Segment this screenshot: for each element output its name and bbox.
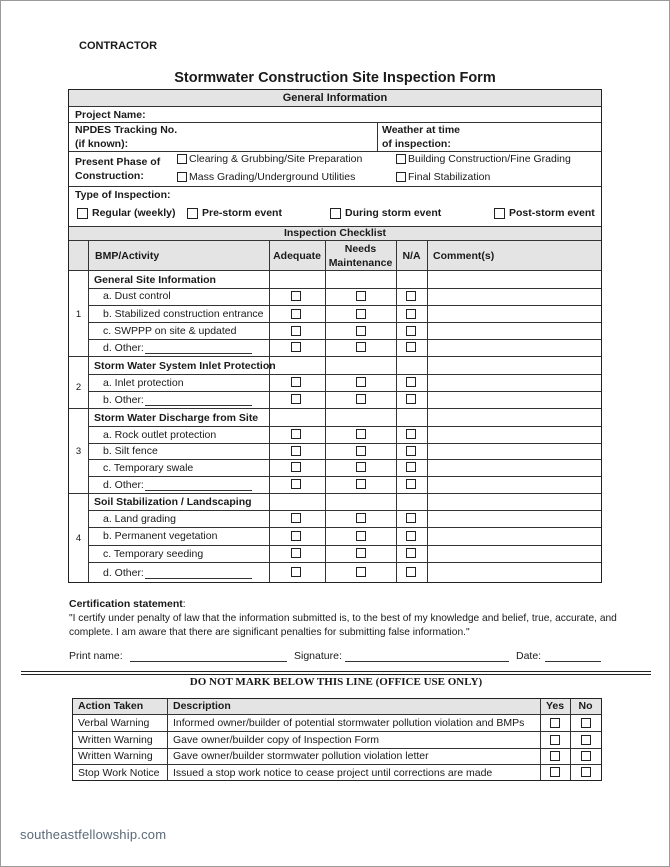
office-no-checkbox[interactable] bbox=[581, 735, 591, 745]
phase-label-line1: Present Phase of bbox=[75, 156, 161, 168]
npdes-row-divider bbox=[69, 151, 601, 152]
item-needs-maintenance-checkbox[interactable] bbox=[356, 446, 366, 456]
type-post-storm-checkbox[interactable] bbox=[494, 208, 505, 219]
office-yes-checkbox[interactable] bbox=[550, 718, 560, 728]
col-adequate: Adequate bbox=[273, 250, 321, 262]
item-adequate-checkbox[interactable] bbox=[291, 548, 301, 558]
item-needs-maintenance-checkbox[interactable] bbox=[356, 377, 366, 387]
office-yes-checkbox[interactable] bbox=[550, 767, 560, 777]
group-title: General Site Information bbox=[94, 274, 216, 286]
item-adequate-checkbox[interactable] bbox=[291, 462, 301, 472]
weather-label-line2: of inspection: bbox=[382, 138, 451, 150]
checklist-item-other: d. Other: bbox=[103, 567, 144, 579]
phase-final-stabilization-checkbox[interactable] bbox=[396, 172, 406, 182]
checklist-title: Inspection Checklist bbox=[283, 227, 387, 239]
item-adequate-checkbox[interactable] bbox=[291, 394, 301, 404]
type-regular-checkbox[interactable] bbox=[77, 208, 88, 219]
item-adequate-checkbox[interactable] bbox=[291, 291, 301, 301]
type-regular-label: Regular (weekly) bbox=[92, 207, 176, 219]
item-na-checkbox[interactable] bbox=[406, 446, 416, 456]
office-row-description: Issued a stop work notice to cease project until corrections are made bbox=[173, 767, 493, 779]
office-col-description: Description bbox=[173, 700, 231, 712]
type-during-storm-checkbox[interactable] bbox=[330, 208, 341, 219]
other-blank-line[interactable] bbox=[145, 353, 252, 354]
item-needs-maintenance-checkbox[interactable] bbox=[356, 429, 366, 439]
checklist-item-land-grading: a. Land grading bbox=[103, 513, 176, 525]
certification-heading-colon: : bbox=[182, 598, 186, 610]
type-pre-storm-label: Pre-storm event bbox=[202, 207, 282, 219]
office-no-checkbox[interactable] bbox=[581, 751, 591, 761]
other-blank-line[interactable] bbox=[145, 405, 252, 406]
item-na-checkbox[interactable] bbox=[406, 342, 416, 352]
group-number: 2 bbox=[75, 382, 82, 393]
office-row-action: Written Warning bbox=[78, 734, 153, 746]
form-title: Stormwater Construction Site Inspection Form bbox=[174, 70, 496, 86]
item-na-checkbox[interactable] bbox=[406, 548, 416, 558]
date-line[interactable] bbox=[545, 661, 601, 662]
office-row-description: Gave owner/builder stormwater pollution violation letter bbox=[173, 750, 429, 762]
item-needs-maintenance-checkbox[interactable] bbox=[356, 479, 366, 489]
row-line bbox=[88, 562, 601, 563]
other-blank-line[interactable] bbox=[145, 578, 252, 579]
row-line bbox=[88, 391, 601, 392]
grid-v-num bbox=[88, 240, 89, 582]
item-adequate-checkbox[interactable] bbox=[291, 377, 301, 387]
item-na-checkbox[interactable] bbox=[406, 462, 416, 472]
row-line bbox=[88, 459, 601, 460]
phase-label-line2: Construction: bbox=[75, 170, 144, 182]
phase-building-label: Building Construction/Fine Grading bbox=[408, 153, 571, 165]
group-divider bbox=[69, 493, 601, 494]
item-needs-maintenance-checkbox[interactable] bbox=[356, 513, 366, 523]
office-row-description: Informed owner/builder of potential stormwater pollution violation and BMPs bbox=[173, 717, 525, 729]
grid-v-comments bbox=[427, 240, 428, 582]
signature-line[interactable] bbox=[345, 661, 509, 662]
inspection-type-label: Type of Inspection: bbox=[75, 189, 171, 201]
checklist-item-dust-control: a. Dust control bbox=[103, 290, 171, 302]
row-line bbox=[88, 426, 601, 427]
row-line bbox=[88, 339, 601, 340]
office-row-line bbox=[73, 764, 601, 765]
group-title: Storm Water System Inlet Protection bbox=[94, 360, 276, 372]
phase-mass-grading-label: Mass Grading/Underground Utilities bbox=[189, 171, 356, 183]
general-info-title: General Information bbox=[282, 92, 388, 104]
type-pre-storm-checkbox[interactable] bbox=[187, 208, 198, 219]
item-na-checkbox[interactable] bbox=[406, 394, 416, 404]
office-use-banner: DO NOT MARK BELOW THIS LINE (OFFICE USE ONLY) bbox=[189, 676, 483, 688]
office-row-action: Written Warning bbox=[78, 750, 153, 762]
office-yes-checkbox[interactable] bbox=[550, 751, 560, 761]
item-needs-maintenance-checkbox[interactable] bbox=[356, 309, 366, 319]
certification-heading-text: Certification statement bbox=[69, 598, 183, 610]
watermark bbox=[20, 827, 166, 842]
item-adequate-checkbox[interactable] bbox=[291, 342, 301, 352]
print-name-label: Print name: bbox=[69, 650, 123, 662]
office-col-no: No bbox=[578, 700, 593, 712]
item-needs-maintenance-checkbox[interactable] bbox=[356, 326, 366, 336]
office-col-yes: Yes bbox=[545, 700, 565, 712]
item-adequate-checkbox[interactable] bbox=[291, 429, 301, 439]
row-line bbox=[88, 443, 601, 444]
office-separator-bottom bbox=[21, 674, 651, 675]
item-na-checkbox[interactable] bbox=[406, 513, 416, 523]
item-na-checkbox[interactable] bbox=[406, 291, 416, 301]
checklist-item-inlet-protection: a. Inlet protection bbox=[103, 377, 184, 389]
office-yes-checkbox[interactable] bbox=[550, 735, 560, 745]
item-na-checkbox[interactable] bbox=[406, 326, 416, 336]
col-needs-line1: Needs bbox=[344, 243, 377, 255]
checklist-item-temporary-seeding: c. Temporary seeding bbox=[103, 548, 204, 560]
office-v-description bbox=[167, 699, 168, 780]
grid-v-adequate bbox=[269, 240, 270, 582]
item-needs-maintenance-checkbox[interactable] bbox=[356, 462, 366, 472]
watermark-text: southeastfellowship.com bbox=[20, 827, 167, 842]
item-adequate-checkbox[interactable] bbox=[291, 479, 301, 489]
group-divider bbox=[69, 356, 601, 357]
item-needs-maintenance-checkbox[interactable] bbox=[356, 394, 366, 404]
item-na-checkbox[interactable] bbox=[406, 479, 416, 489]
row-line bbox=[88, 545, 601, 546]
checklist-item-other: d. Other: bbox=[103, 342, 144, 354]
group-divider bbox=[69, 408, 601, 409]
col-needs-line2: Maintenance bbox=[328, 257, 393, 269]
grid-v-needs bbox=[325, 240, 326, 582]
office-no-checkbox[interactable] bbox=[581, 767, 591, 777]
checklist-item-temporary-swale: c. Temporary swale bbox=[103, 462, 194, 474]
type-post-storm-label: Post-storm event bbox=[509, 207, 595, 219]
checklist-item-swppp: c. SWPPP on site & updated bbox=[103, 325, 237, 337]
col-comments: Comment(s) bbox=[433, 250, 495, 262]
group-number: 1 bbox=[75, 309, 82, 320]
item-adequate-checkbox[interactable] bbox=[291, 446, 301, 456]
checklist-item-rock-outlet: a. Rock outlet protection bbox=[103, 429, 217, 441]
weather-label-line1: Weather at time bbox=[382, 124, 460, 136]
group-number: 3 bbox=[75, 446, 82, 457]
row-line bbox=[88, 527, 601, 528]
item-na-checkbox[interactable] bbox=[406, 309, 416, 319]
grid-v-na bbox=[396, 240, 397, 582]
office-row-action: Stop Work Notice bbox=[78, 767, 160, 779]
row-line bbox=[88, 510, 601, 511]
certification-heading bbox=[69, 598, 186, 611]
phase-row-divider bbox=[69, 186, 601, 187]
item-needs-maintenance-checkbox[interactable] bbox=[356, 548, 366, 558]
item-needs-maintenance-checkbox[interactable] bbox=[356, 531, 366, 541]
office-row-description: Gave owner/builder copy of Inspection Form bbox=[173, 734, 380, 746]
col-na: N/A bbox=[402, 250, 421, 262]
contractor-label: CONTRACTOR bbox=[79, 40, 158, 52]
checklist-item-other: b. Other: bbox=[103, 394, 144, 406]
group-title: Storm Water Discharge from Site bbox=[94, 412, 259, 424]
item-adequate-checkbox[interactable] bbox=[291, 309, 301, 319]
npdes-label-line1: NPDES Tracking No. bbox=[75, 124, 178, 136]
checklist-item-construction-entrance: b. Stabilized construction entrance bbox=[103, 308, 264, 320]
checklist-item-other: d. Other: bbox=[103, 479, 144, 491]
office-col-action: Action Taken bbox=[78, 700, 144, 712]
phase-clearing-label: Clearing & Grubbing/Site Preparation bbox=[189, 153, 363, 165]
checklist-item-permanent-vegetation: b. Permanent vegetation bbox=[103, 530, 218, 542]
certification-text-line2: complete. I am aware that there are significant penalties for submitting false information." bbox=[69, 627, 470, 638]
signature-label: Signature: bbox=[294, 650, 342, 662]
row-line bbox=[88, 288, 601, 289]
office-header-divider bbox=[73, 714, 601, 715]
office-row-line bbox=[73, 731, 601, 732]
print-name-line[interactable] bbox=[130, 661, 287, 662]
row-line bbox=[88, 374, 601, 375]
phase-clearing-checkbox[interactable] bbox=[177, 154, 187, 164]
weather-divider bbox=[377, 122, 378, 151]
office-separator-top bbox=[21, 671, 651, 672]
phase-final-stabilization-label: Final Stabilization bbox=[408, 171, 491, 183]
certification-text-line1: "I certify under penalty of law that the information submitted is, to the best of my knowledge and belief, true, accurate, and bbox=[69, 613, 617, 624]
row-line bbox=[88, 476, 601, 477]
row-line bbox=[88, 305, 601, 306]
office-table-header-bg bbox=[73, 699, 601, 714]
item-needs-maintenance-checkbox[interactable] bbox=[356, 342, 366, 352]
item-na-checkbox[interactable] bbox=[406, 429, 416, 439]
type-during-storm-label: During storm event bbox=[345, 207, 442, 219]
phase-mass-grading-checkbox[interactable] bbox=[177, 172, 187, 182]
phase-building-checkbox[interactable] bbox=[396, 154, 406, 164]
checklist-item-silt-fence: b. Silt fence bbox=[103, 445, 158, 457]
item-na-checkbox[interactable] bbox=[406, 377, 416, 387]
npdes-label-line2: (if known): bbox=[75, 138, 129, 150]
item-na-checkbox[interactable] bbox=[406, 567, 416, 577]
project-name-label: Project Name: bbox=[75, 109, 146, 121]
item-needs-maintenance-checkbox[interactable] bbox=[356, 291, 366, 301]
general-info-divider bbox=[69, 106, 601, 107]
office-row-action: Verbal Warning bbox=[78, 717, 150, 729]
group-title: Soil Stabilization / Landscaping bbox=[94, 496, 252, 508]
item-adequate-checkbox[interactable] bbox=[291, 326, 301, 336]
project-name-divider bbox=[69, 122, 601, 123]
checklist-header-divider bbox=[69, 270, 601, 271]
office-row-line bbox=[73, 748, 601, 749]
item-adequate-checkbox[interactable] bbox=[291, 513, 301, 523]
date-label: Date: bbox=[516, 650, 542, 662]
col-bmp-activity: BMP/Activity bbox=[95, 250, 160, 262]
group-number: 4 bbox=[75, 533, 82, 544]
item-adequate-checkbox[interactable] bbox=[291, 531, 301, 541]
other-blank-line[interactable] bbox=[145, 490, 252, 491]
item-needs-maintenance-checkbox[interactable] bbox=[356, 567, 366, 577]
item-na-checkbox[interactable] bbox=[406, 531, 416, 541]
office-no-checkbox[interactable] bbox=[581, 718, 591, 728]
row-line bbox=[88, 322, 601, 323]
item-adequate-checkbox[interactable] bbox=[291, 567, 301, 577]
